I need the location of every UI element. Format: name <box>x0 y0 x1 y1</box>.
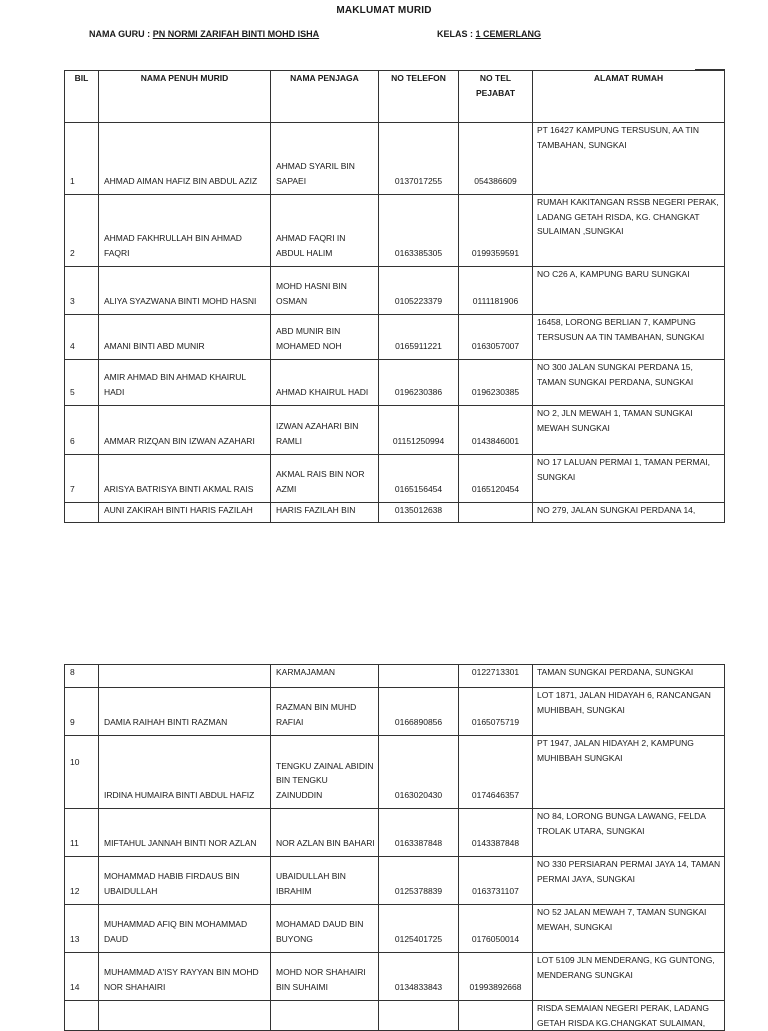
cell-address: 16458, LORONG BERLIAN 7, KAMPUNG TERSUSUN AA TIN TAMBAHAN, SUNGKAI <box>533 315 725 360</box>
col-header-name: NAMA PENUH MURID <box>99 71 271 123</box>
cell-guardian-name <box>271 1001 379 1031</box>
cell-guardian-name: KARMAJAMAN <box>271 665 379 688</box>
cell-student-name: MUHAMMAD AFIQ BIN MOHAMMAD DAUD <box>99 905 271 953</box>
cell-student-name: ALIYA SYAZWANA BINTI MOHD HASNI <box>99 267 271 315</box>
cell-address: NO 2, JLN MEWAH 1, TAMAN SUNGKAI MEWAH SUNGKAI <box>533 406 725 455</box>
cell-guardian-name: AHMAD FAQRI IN ABDUL HALIM <box>271 195 379 267</box>
cell-student-name <box>99 665 271 688</box>
table-row <box>65 195 725 267</box>
col-header-phone: NO TELEFON <box>379 71 459 123</box>
cell-address: NO 52 JALAN MEWAH 7, TAMAN SUNGKAI MEWAH, SUNGKAI <box>533 905 725 953</box>
col-header-bil: BIL <box>65 71 99 123</box>
cell-address: NO 17 LALUAN PERMAI 1, TAMAN PERMAI, SUNGKAI <box>533 455 725 503</box>
cell-student-name: AMANI BINTI ABD MUNIR <box>99 315 271 360</box>
student-table-page2 <box>64 664 725 1031</box>
cell-bil: 6 <box>65 406 99 455</box>
cell-office-phone: 0163057007 <box>459 315 533 360</box>
table-row <box>65 455 725 503</box>
cell-student-name: MUHAMMAD A'ISY RAYYAN BIN MOHD NOR SHAHAIRI <box>99 953 271 1001</box>
cell-phone: 0163385305 <box>379 195 459 267</box>
class-name: 1 CEMERLANG <box>475 29 542 39</box>
cell-phone: 0135012638 <box>379 503 459 523</box>
cell-bil: 11 <box>65 809 99 857</box>
table-row <box>65 736 725 809</box>
table-row <box>65 953 725 1001</box>
cell-student-name: AUNI ZAKIRAH BINTI HARIS FAZILAH <box>99 503 271 523</box>
cell-guardian-name: MOHD HASNI BIN OSMAN <box>271 267 379 315</box>
cell-bil: 5 <box>65 360 99 406</box>
cell-phone: 0163020430 <box>379 736 459 809</box>
table-row <box>65 406 725 455</box>
cell-phone: 0137017255 <box>379 123 459 195</box>
document-title: MAKLUMAT MURID <box>336 5 432 16</box>
cell-student-name: MIFTAHUL JANNAH BINTI NOR AZLAN <box>99 809 271 857</box>
cell-phone: 0196230386 <box>379 360 459 406</box>
cell-guardian-name: MOHD NOR SHAHAIRI BIN SUHAIMI <box>271 953 379 1001</box>
class-info <box>437 29 541 39</box>
cell-guardian-name: MOHAMAD DAUD BIN BUYONG <box>271 905 379 953</box>
table-row <box>65 503 725 523</box>
cell-guardian-name: UBAIDULLAH BIN IBRAHIM <box>271 857 379 905</box>
cell-phone: 0166890856 <box>379 688 459 736</box>
cell-phone: 0105223379 <box>379 267 459 315</box>
teacher-name: PN NORMI ZARIFAH BINTI MOHD ISHA <box>152 29 320 39</box>
cell-office-phone: 0143846001 <box>459 406 533 455</box>
cell-office-phone: 0165120454 <box>459 455 533 503</box>
cell-bil: 8 <box>65 665 99 688</box>
cell-bil: 12 <box>65 857 99 905</box>
cell-office-phone <box>459 1001 533 1031</box>
cell-address: LOT 5109 JLN MENDERANG, KG GUNTONG, MENDERANG SUNGKAI <box>533 953 725 1001</box>
table-row <box>65 123 725 195</box>
col-header-office-phone: NO TEL PEJABAT <box>459 71 533 123</box>
table-row <box>65 315 725 360</box>
cell-office-phone: 01993892668 <box>459 953 533 1001</box>
cell-guardian-name: IZWAN AZAHARI BIN RAMLI <box>271 406 379 455</box>
teacher-label: NAMA GURU : <box>89 29 151 39</box>
cell-student-name: MOHAMMAD HABIB FIRDAUS BIN UBAIDULLAH <box>99 857 271 905</box>
cell-bil: 13 <box>65 905 99 953</box>
cell-address: NO 330 PERSIARAN PERMAI JAYA 14, TAMAN PERMAI JAYA, SUNGKAI <box>533 857 725 905</box>
cell-office-phone: 0111181906 <box>459 267 533 315</box>
cell-address: NO 84, LORONG BUNGA LAWANG, FELDA TROLAK UTARA, SUNGKAI <box>533 809 725 857</box>
table-row <box>65 688 725 736</box>
cell-address: RISDA SEMAIAN NEGERI PERAK, LADANG GETAH RISDA KG.CHANGKAT SULAIMAN, <box>533 1001 725 1031</box>
cell-guardian-name: HARIS FAZILAH BIN <box>271 503 379 523</box>
student-table-page1 <box>64 70 725 523</box>
table-row <box>65 809 725 857</box>
cell-bil: 14 <box>65 953 99 1001</box>
cell-phone: 0165156454 <box>379 455 459 503</box>
cell-office-phone: 0176050014 <box>459 905 533 953</box>
table-row <box>65 857 725 905</box>
class-label: KELAS : <box>437 29 473 39</box>
cell-office-phone: 0174646357 <box>459 736 533 809</box>
cell-address: PT 16427 KAMPUNG TERSUSUN, AA TIN TAMBAHAN, SUNGKAI <box>533 123 725 195</box>
cell-address: NO C26 A, KAMPUNG BARU SUNGKAI <box>533 267 725 315</box>
cell-office-phone: 0165075719 <box>459 688 533 736</box>
table-row <box>65 905 725 953</box>
table-row <box>65 267 725 315</box>
cell-bil: 1 <box>65 123 99 195</box>
cell-bil: 9 <box>65 688 99 736</box>
table-row <box>65 665 725 688</box>
col-header-guardian: NAMA PENJAGA <box>271 71 379 123</box>
cell-bil <box>65 1001 99 1031</box>
cell-phone: 0134833843 <box>379 953 459 1001</box>
cell-guardian-name: AHMAD KHAIRUL HADI <box>271 360 379 406</box>
cell-student-name: AHMAD FAKHRULLAH BIN AHMAD FAQRI <box>99 195 271 267</box>
col-header-address: ALAMAT RUMAH <box>533 71 725 123</box>
cell-address: LOT 1871, JALAN HIDAYAH 6, RANCANGAN MUHIBBAH, SUNGKAI <box>533 688 725 736</box>
teacher-info <box>89 29 319 39</box>
cell-phone: 0125401725 <box>379 905 459 953</box>
cell-bil: 7 <box>65 455 99 503</box>
cell-guardian-name: AKMAL RAIS BIN NOR AZMI <box>271 455 379 503</box>
cell-guardian-name: NOR AZLAN BIN BAHARI <box>271 809 379 857</box>
cell-guardian-name: AHMAD SYARIL BIN SAPAEI <box>271 123 379 195</box>
cell-student-name: AMMAR RIZQAN BIN IZWAN AZAHARI <box>99 406 271 455</box>
table-header-row <box>65 71 725 123</box>
cell-office-phone: 0143387848 <box>459 809 533 857</box>
cell-student-name: ARISYA BATRISYA BINTI AKMAL RAIS <box>99 455 271 503</box>
cell-bil: 3 <box>65 267 99 315</box>
cell-address: TAMAN SUNGKAI PERDANA, SUNGKAI <box>533 665 725 688</box>
cell-office-phone: 0163731107 <box>459 857 533 905</box>
cell-office-phone: 0122713301 <box>459 665 533 688</box>
cell-address: PT 1947, JALAN HIDAYAH 2, KAMPUNG MUHIBBAH SUNGKAI <box>533 736 725 809</box>
cell-office-phone: 054386609 <box>459 123 533 195</box>
cell-bil <box>65 503 99 523</box>
cell-office-phone <box>459 503 533 523</box>
cell-bil: 10 <box>65 736 99 809</box>
cell-bil: 4 <box>65 315 99 360</box>
cell-phone <box>379 665 459 688</box>
cell-student-name: IRDINA HUMAIRA BINTI ABDUL HAFIZ <box>99 736 271 809</box>
cell-student-name: AMIR AHMAD BIN AHMAD KHAIRUL HADI <box>99 360 271 406</box>
cell-office-phone: 0196230385 <box>459 360 533 406</box>
cell-phone: 0163387848 <box>379 809 459 857</box>
table-row <box>65 360 725 406</box>
cell-student-name <box>99 1001 271 1031</box>
cell-bil: 2 <box>65 195 99 267</box>
cell-guardian-name: RAZMAN BIN MUHD RAFIAI <box>271 688 379 736</box>
cell-guardian-name: ABD MUNIR BIN MOHAMED NOH <box>271 315 379 360</box>
cell-address: NO 279, JALAN SUNGKAI PERDANA 14, <box>533 503 725 523</box>
cell-office-phone: 0199359591 <box>459 195 533 267</box>
cell-phone: 01151250994 <box>379 406 459 455</box>
cell-phone: 0125378839 <box>379 857 459 905</box>
cell-phone <box>379 1001 459 1031</box>
cell-guardian-name: TENGKU ZAINAL ABIDIN BIN TENGKU ZAINUDDIN <box>271 736 379 809</box>
cell-address: RUMAH KAKITANGAN RSSB NEGERI PERAK, LADANG GETAH RISDA, KG. CHANGKAT SULAIMAN ,SUNGKAI <box>533 195 725 267</box>
cell-phone: 0165911221 <box>379 315 459 360</box>
cell-student-name: DAMIA RAIHAH BINTI RAZMAN <box>99 688 271 736</box>
table-row <box>65 1001 725 1031</box>
cell-address: NO 300 JALAN SUNGKAI PERDANA 15, TAMAN SUNGKAI PERDANA, SUNGKAI <box>533 360 725 406</box>
cell-student-name: AHMAD AIMAN HAFIZ BIN ABDUL AZIZ <box>99 123 271 195</box>
